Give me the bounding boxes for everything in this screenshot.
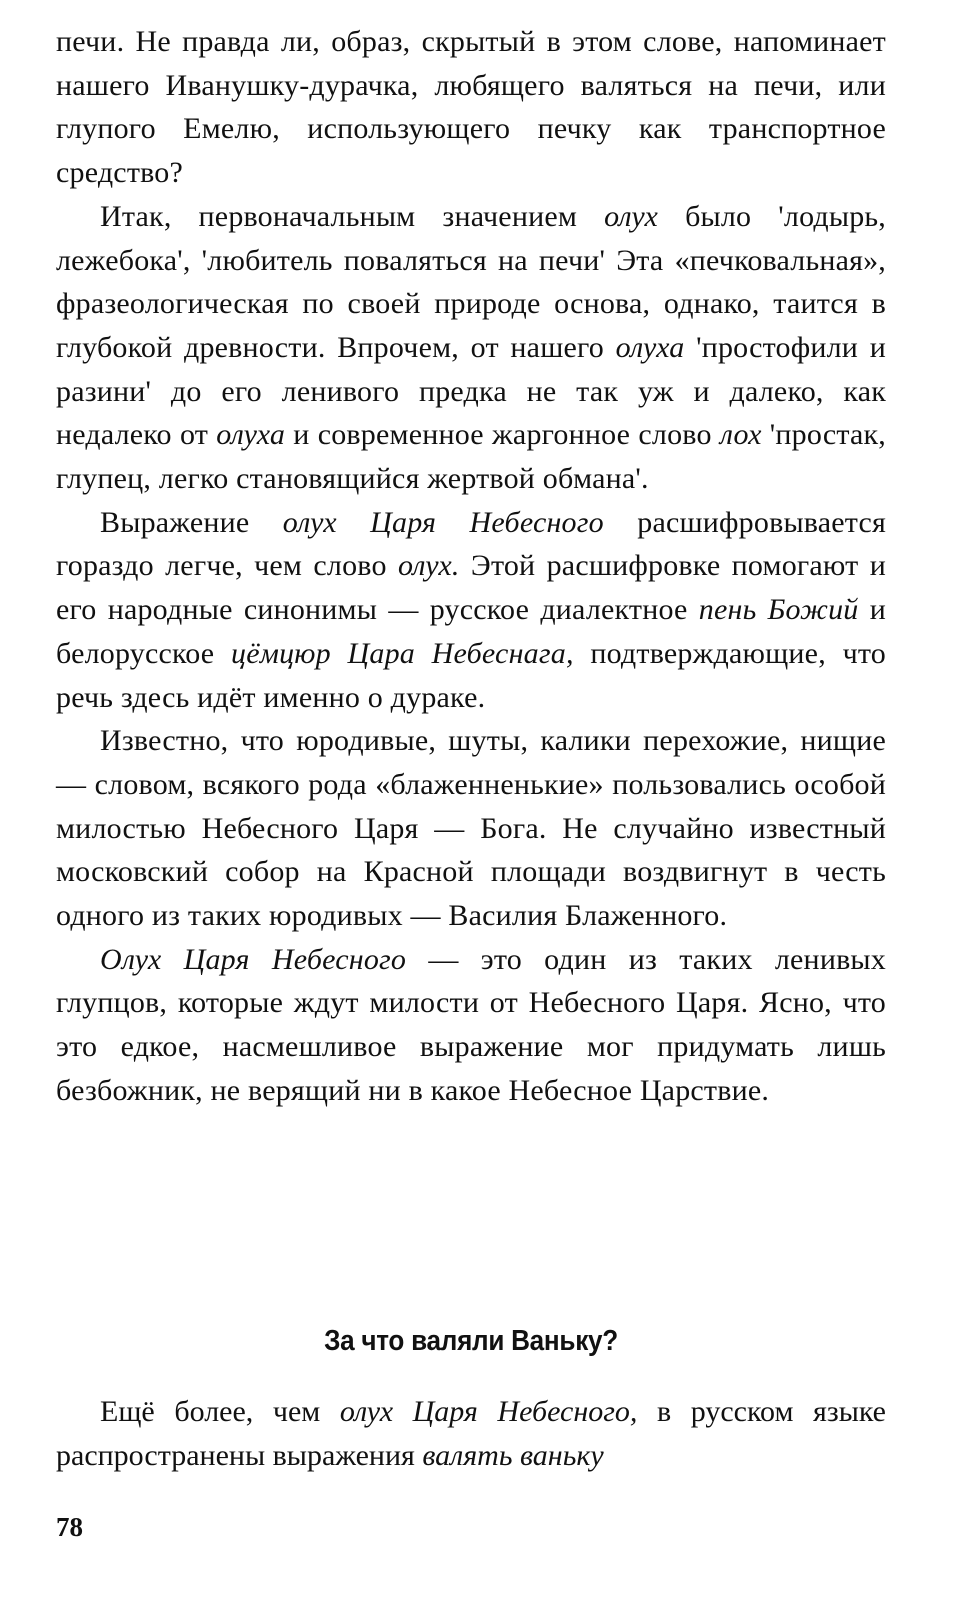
text-run: Известно, что юродивые, шуты, калики перехожие, нищие — словом, всякого рода «блаженненькие» пользовались особой милостью Небесного Царя — Бога. Не случайно известный московский собор на Красной площади воздвигнут в честь одного из таких юродивых — Василия Блаженного. [56,724,886,933]
page-number: 78 [56,1512,83,1542]
text-run: подтверждающие, что речь здесь идёт именно о дураке. [56,636,886,714]
text-run: 'простофили и разини' до его ленивого предка не так уж и далеко, как недалеко от [56,330,886,452]
italic-term: валять ваньку [422,1439,604,1472]
italic-term: пень Божий [698,593,859,627]
italic-term: олуха [615,330,685,364]
italic-term: олух Царя Небесного [282,505,604,539]
text-run: Итак, первоначальным значением [100,199,605,233]
text-run: Выражение [100,505,283,539]
section-body-text [56,1390,886,1478]
text-run: и белорусское [56,593,886,670]
text-run: 'простак, глупец, легко становящийся жертвой обмана'. [56,418,886,496]
text-run: — это один из таких ленивых глупцов, которые ждут милости от Небесного Царя. Ясно, что это едкое, насмешливое выражение мог придумать лишь безбожник, не верящий ни в какое Небесное Царствие. [56,942,886,1107]
text-run: печи. Не правда ли, образ, скрытый в этом слове, напоминает нашего Иванушку-дурачка, любящего валяться на печи, или глупого Емелю, использующего печку как транспортное средство? [56,25,886,190]
italic-term: цёмцюр Цара Небеснага, [231,636,574,670]
italic-term: олух. [397,549,460,583]
text-run: и современное жаргонное слово [285,418,720,452]
text-run: Ещё более, чем [100,1395,340,1428]
paragraph [56,195,886,501]
text-run: было 'лодырь, лежебока', 'любитель поваляться на печи' Эта «печковальная», фразеологическая по своей природе основа, однако, таится в глубокой древности. Впрочем, от нашего [56,199,887,364]
paragraph [56,938,886,1113]
italic-term: олух Царя Небесного, [339,1395,638,1428]
text-run: Этой расшифровке помогают и его народные синонимы — русское диалектное [56,549,886,627]
paragraph [56,501,886,720]
text-run: в русском языке распространены выражения [56,1395,886,1472]
italic-term: лох [719,418,762,452]
paragraph [56,719,886,938]
paragraph [56,20,886,195]
italic-term: Олух Царя Небесного [100,942,407,976]
italic-term: олуха [216,418,286,452]
italic-term: олух [604,199,659,233]
text-run: расшифровывается гораздо легче, чем слово [56,505,886,583]
body-text [56,20,886,1113]
paragraph [56,1390,886,1478]
section-heading: За что валяли Ваньку? [324,1325,618,1357]
